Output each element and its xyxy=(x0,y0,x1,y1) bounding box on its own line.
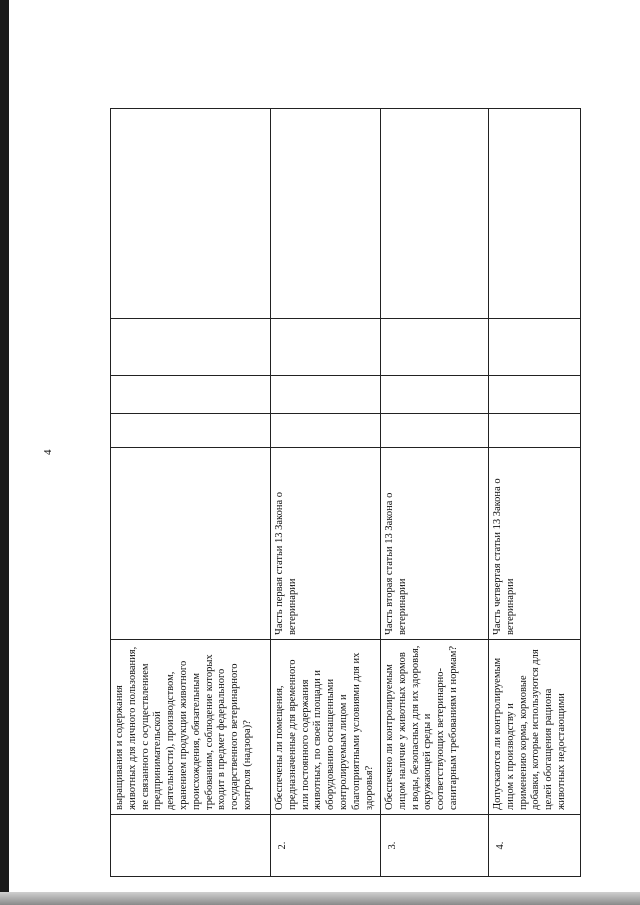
question-cell: Обеспечено ли контролируемым лицом наличие у животных кормов и воды, безопасных для их здоровья, окружающей среды и соответствующих ветеринарно-санитарным требованиям и нормам? xyxy=(381,640,489,815)
answer-na-cell xyxy=(489,319,581,376)
answer-no-cell xyxy=(381,376,489,414)
table-row xyxy=(489,109,581,877)
reference-cell: Часть первая статьи 13 Закона о ветеринарии xyxy=(271,448,381,640)
page-number: 4 xyxy=(42,449,54,455)
reference-cell xyxy=(111,448,271,640)
answer-yes-cell xyxy=(271,414,381,448)
scan-bottom-edge xyxy=(0,892,640,905)
answer-no-cell xyxy=(111,376,271,414)
scan-left-edge xyxy=(0,0,9,905)
note-cell xyxy=(271,109,381,319)
table-row xyxy=(111,109,271,877)
row-number xyxy=(111,815,271,877)
reference-cell: Часть вторая статьи 13 Закона о ветеринарии xyxy=(381,448,489,640)
table-row xyxy=(271,109,381,877)
answer-na-cell xyxy=(111,319,271,376)
note-cell xyxy=(489,109,581,319)
row-number: 3. xyxy=(381,815,489,877)
row-number: 2. xyxy=(271,815,381,877)
question-cell: Допускаются ли контролируемым лицом к производству и применению корма, кормовые добавки, которые используются для целей обогащения рациона животных недостающими xyxy=(489,640,581,815)
note-cell xyxy=(381,109,489,319)
answer-no-cell xyxy=(489,376,581,414)
answer-no-cell xyxy=(271,376,381,414)
table-row xyxy=(381,109,489,877)
checklist-table-container xyxy=(110,109,580,877)
answer-na-cell xyxy=(271,319,381,376)
note-cell xyxy=(111,109,271,319)
answer-na-cell xyxy=(381,319,489,376)
checklist-table xyxy=(110,108,581,877)
reference-cell: Часть четвертая статьи 13 Закона о ветеринарии xyxy=(489,448,581,640)
question-cell: выращивания и содержания животных для личного пользования, не связанного с осуществлением предпринимательской деятельности), производством, хранением продукции животного происхождения, обязательным требованиям, соблюдение которых входит в предмет федерального государственного ветеринарного контроля (надзора)? xyxy=(111,640,271,815)
row-number: 4. xyxy=(489,815,581,877)
answer-yes-cell xyxy=(381,414,489,448)
answer-yes-cell xyxy=(111,414,271,448)
answer-yes-cell xyxy=(489,414,581,448)
question-cell: Обеспечены ли помещения, предназначенные для временного или постоянного содержания животных, по своей площади и оборудованию оснащенными контролируемым лицом и благоприятными условиями для их здоровья? xyxy=(271,640,381,815)
